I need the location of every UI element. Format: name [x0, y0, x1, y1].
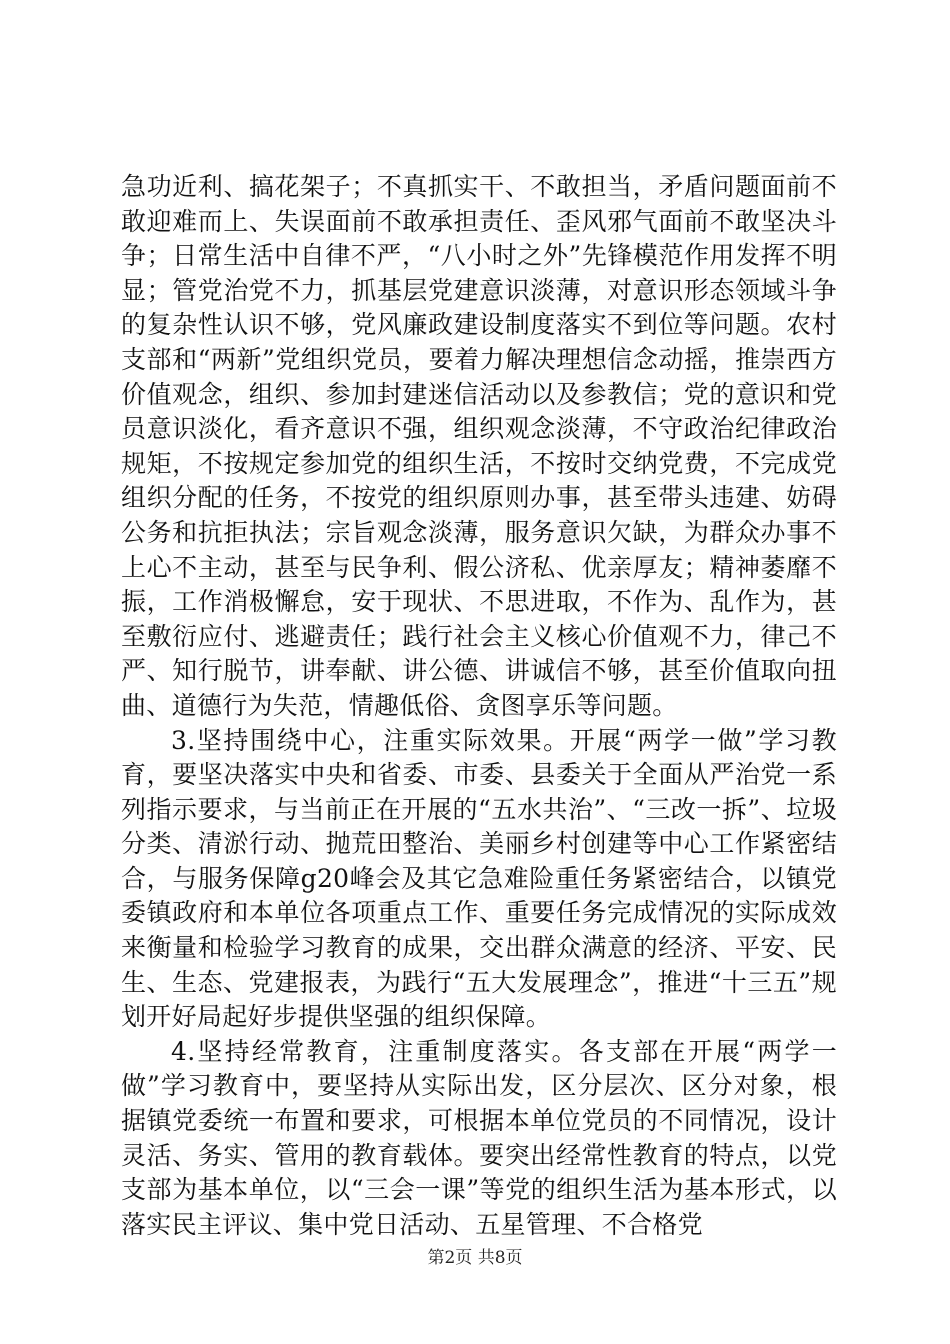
paragraph-continuation: 急功近利、搞花架子；不真抓实干、不敢担当，矛盾问题面前不敢迎难而上、失误面前不敢承担责任、歪风邪气面前不敢坚决斗争；日常生活中自律不严，“八小时之外”先锋模范作用发挥不明显；管党治党不力，抓基层党建意识淡薄，对意识形态领域斗争的复杂性认识不够，党风廉政建设制度落实不到位等问题。农村支部和“两新”党组织党员，要着力解决理想信念动摇，推崇西方价值观念，组织、参加封建迷信活动以及参教信；党的意识和党员意识淡化，看齐意识不强，组织观念淡薄，不守政治纪律政治规矩，不按规定参加党的组织生活，不按时交纳党费，不完成党组织分配的任务，不按党的组织原则办事，甚至带头违建、妨碍公务和抗拒执法；宗旨观念淡薄，服务意识欠缺，为群众办事不上心不主动，甚至与民争利、假公济私、优亲厚友；精神萎靡不振，工作消极懈怠，安于现状、不思进取，不作为、乱作为，甚至敷衍应付、逃避责任；践行社会主义核心价值观不力，律己不严、知行脱节，讲奉献、讲公德、讲诚信不够，甚至价值取向扭曲、道德行为失范，情趣低俗、贪图享乐等问题。	[121, 172, 837, 720]
document-body	[121, 170, 837, 1242]
paragraph-item-3: 3.坚持围绕中心，注重实际效果。开展“两学一做”学习教育，要坚决落实中央和省委、市委、县委关于全面从严治党一系列指示要求，与当前正在开展的“五水共治”、“三改一拆”、垃圾分类、清淤行动、抛荒田整治、美丽乡村创建等中心工作紧密结合，与服务保障g20峰会及其它急难险重任务紧密结合，以镇党委镇政府和本单位各项重点工作、重要任务完成情况的实际成效来衡量和检验学习教育的成果，交出群众满意的经济、平安、民生、生态、党建报表，为践行“五大发展理念”，推进“十三五”规划开好局起好步提供坚强的组织保障。	[121, 725, 838, 1032]
paragraph-item-4: 4.坚持经常教育，注重制度落实。各支部在开展“两学一做”学习教育中，要坚持从实际出发，区分层次、区分对象，根据镇党委统一布置和要求，可根据本单位党员的不同情况，设计灵活、务实、管用的教育载体。要突出经常性教育的特点，以党支部为基本单位，以“三会一课”等党的组织生活为基本形式，以落实民主评议、集中党日活动、五星管理、不合格党	[121, 1036, 837, 1239]
page-footer: 第2页 共8页	[427, 1248, 523, 1268]
